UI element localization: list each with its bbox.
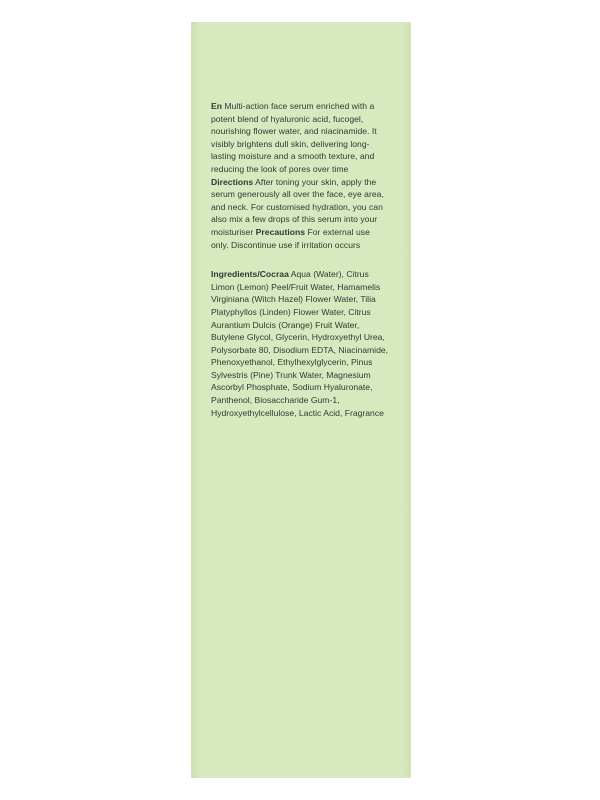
precautions-text: For external use only. Discontinue use if irritation occurs [211,226,370,250]
label-text-panel [211,100,389,419]
product-box [191,22,411,778]
ingredients-paragraph [211,268,389,419]
directions-text: After toning your skin, apply the serum generously all over the face, eye area, and neck. For customised hydration, you can also mix a few drops of this serum into your moisturiser [211,176,384,237]
precautions-heading: Precautions [255,226,306,237]
language-tag: En [211,101,223,111]
product-description-text: Multi-action face serum enriched with a potent blend of hyaluronic acid, fucogel, nourishing flower water, and niacinamide. It visibly brightens dull skin, delivering long-lasting moisture and a smooth texture, and reducing the look of pores over time [211,101,377,174]
ingredients-heading: Ingredients/Cocraa [211,269,289,280]
ingredients-list-text: Aqua (Water), Citrus Limon (Lemon) Peel/Fruit Water, Hamamelis Virginiana (Witch Hazel) Flower Water, Tilia Platyphyllos (Linden) Flower Water, Citrus Aurantium Dulcis (Orange) Fruit Water, Butylene Glycol, Glycerin, Hydroxyethyl Urea, Polysorbate 80, Disodium EDTA, Niacinamide, Phenoxyethanol, Ethylhexylglycerin, Pinus Sylvestris (Pine) Trunk Water, Magnesium Ascorbyl Phosphate, Sodium Hyaluronate, Panthenol, Biosaccharide Gum-1, Hydroxyethylcellulose, Lactic Acid, Fragrance [211,269,389,418]
product-description-paragraph [211,100,389,251]
directions-heading: Directions [211,176,254,187]
box-right-edge-shading [400,22,410,778]
paragraph-spacer [211,251,389,268]
box-left-edge-shading [192,22,200,778]
